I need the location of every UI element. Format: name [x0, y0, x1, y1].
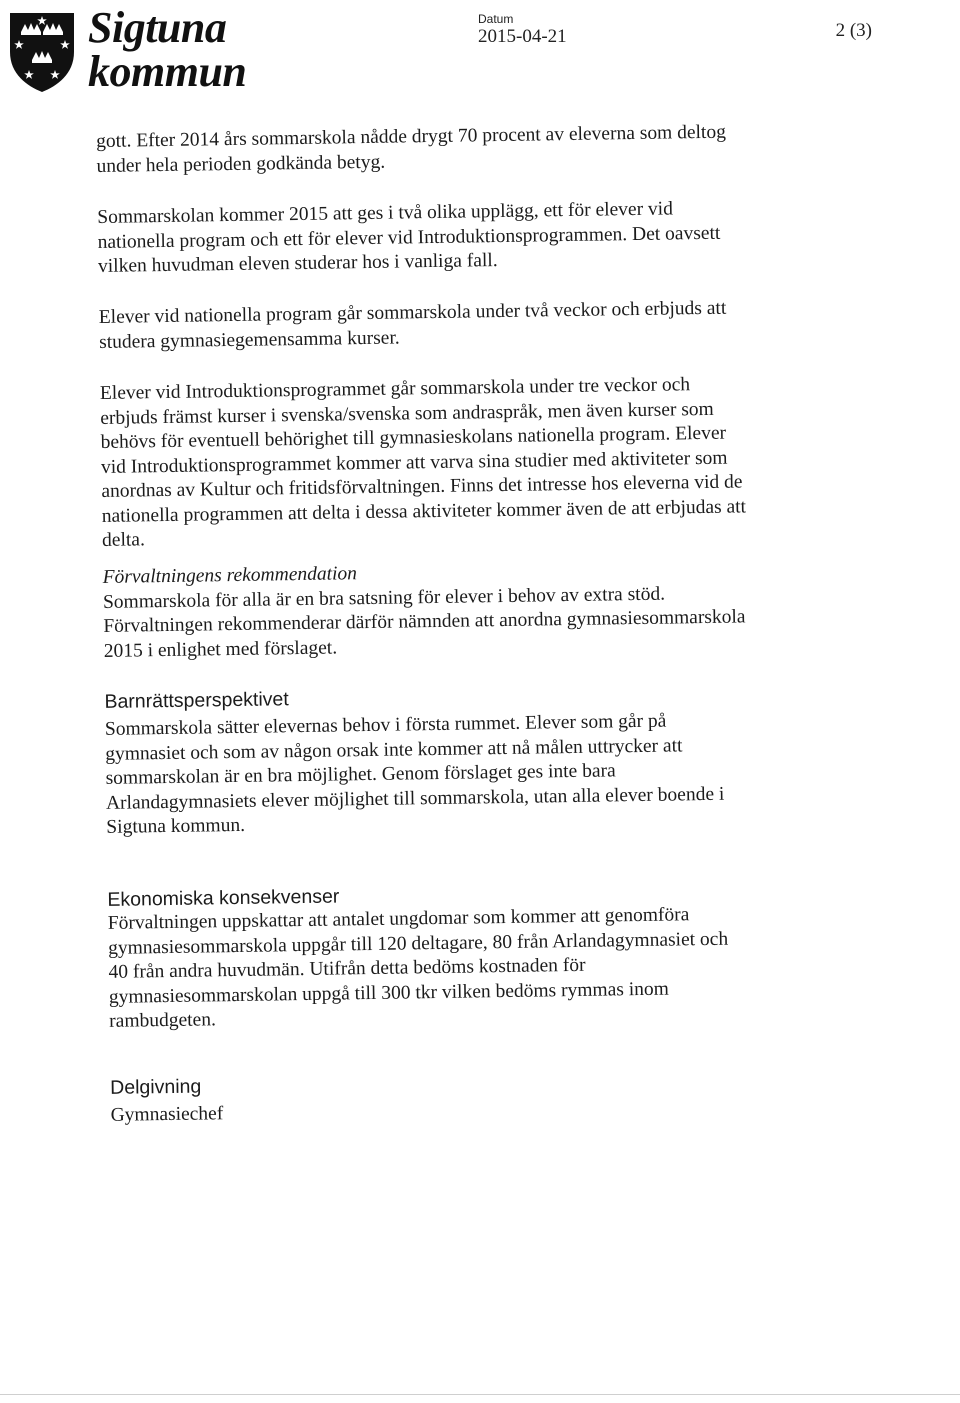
- text-line: erbjuds främst kurser i svenska/svenska som andraspråk, men även kurser som: [100, 398, 714, 429]
- paragraph-introduktion: [100, 372, 802, 554]
- text-line: Sigtuna kommun.: [106, 814, 246, 838]
- text-line: under hela perioden godkända betyg.: [96, 151, 386, 177]
- section-rekommendation: [102, 556, 803, 664]
- text-line: Elever vid nationella program går sommarskola under två veckor och erbjuds att: [98, 297, 727, 328]
- paragraph-sommarskolan: [97, 196, 798, 280]
- municipality-logo-text: [88, 3, 247, 96]
- paragraph-intro: [96, 120, 797, 179]
- text-line: behövs för eventuell behörighet till gymnasieskolans nationella program. Elever: [100, 422, 727, 453]
- text-line: Elever vid Introduktionsprogrammet går sommarskola under tre veckor och: [99, 374, 691, 404]
- date-value: 2015-04-21: [478, 26, 567, 47]
- text-line: gott. Efter 2014 års sommarskola nådde drygt 70 procent av eleverna som deltog: [96, 121, 727, 152]
- crown-shield-icon: [7, 10, 77, 94]
- text-line: rambudgeten.: [109, 1009, 217, 1032]
- section-heading: Barnrättsperspektivet: [104, 688, 289, 713]
- text-line: 40 från andra huvudmän. Utifrån detta bedöms kostnaden för: [108, 954, 586, 983]
- text-line: Arlandagymnasiets elever möjlighet till sommarskola, utan alla elever boende i: [105, 783, 725, 814]
- text-line: vid Introduktionsprogrammet kommer att varva sina studier med aktiviteter som: [100, 447, 728, 478]
- text-line: vilken huvudman eleven studerar hos i vanliga fall.: [97, 250, 498, 277]
- text-line: sommarskolan är en bra möjlighet. Genom förslaget ges inte bara: [105, 760, 616, 789]
- text-line: nationella program och ett för elever vid Introduktionsprogrammen. Det oavsett: [97, 222, 721, 253]
- text-line: Förvaltningen uppskattar att antalet ungdomar som kommer att genomföra: [107, 904, 690, 934]
- text-line: gymnasiesommarskolan uppgå till 300 tkr vilken bedöms rymmas inom: [108, 978, 669, 1008]
- section-ekonomi: [107, 878, 809, 1035]
- logo-line-1: Sigtuna: [88, 3, 227, 52]
- page-header: [0, 0, 960, 110]
- logo-line-2: kommun: [88, 47, 247, 96]
- text-line: Sommarskolan kommer 2015 att ges i två olika upplägg, ett för elever vid: [97, 198, 674, 228]
- paragraph-nationella: [99, 296, 800, 355]
- text-line: Sommarskola för alla är en bra satsning för elever i behov av extra stöd.: [102, 583, 666, 613]
- text-line: anordnas av Kultur och fritidsförvaltningen. Finns det intresse hos eleverna vid de: [101, 471, 743, 502]
- text-line: Förvaltningen rekommenderar därför nämnden att anordna gymnasiesommarskola: [103, 606, 746, 637]
- text-line: gymnasiesommarskola uppgår till 120 deltagare, 80 från Arlandagymnasiet och: [107, 928, 729, 959]
- page-bottom-edge: [0, 1394, 960, 1395]
- section-heading: Ekonomiska konsekvenser: [107, 885, 340, 911]
- text-line: delta.: [101, 529, 146, 551]
- section-heading: Förvaltningens rekommendation: [102, 563, 358, 588]
- text-line: nationella programmen att delta i dessa aktiviteter kommer även de att erbjudas att: [101, 495, 747, 527]
- text-line: gymnasiet och som av någon orsak inte kommer att nå målen uttrycker att: [105, 734, 683, 765]
- text-line: Sommarskola sätter elevernas behov i första rummet. Elever som går på: [104, 710, 667, 740]
- text-line: Gymnasiechef: [110, 1103, 224, 1126]
- text-line: 2015 i enlighet med förslaget.: [103, 636, 338, 662]
- section-delgivning: [110, 1066, 811, 1129]
- page-number: 2 (3): [835, 20, 872, 41]
- document-body: [96, 120, 796, 1126]
- section-barnratt: [104, 680, 806, 841]
- text-line: studera gymnasiegemensamma kurser.: [98, 327, 400, 353]
- section-heading: Delgivning: [110, 1075, 202, 1099]
- date-label: Datum: [478, 12, 514, 26]
